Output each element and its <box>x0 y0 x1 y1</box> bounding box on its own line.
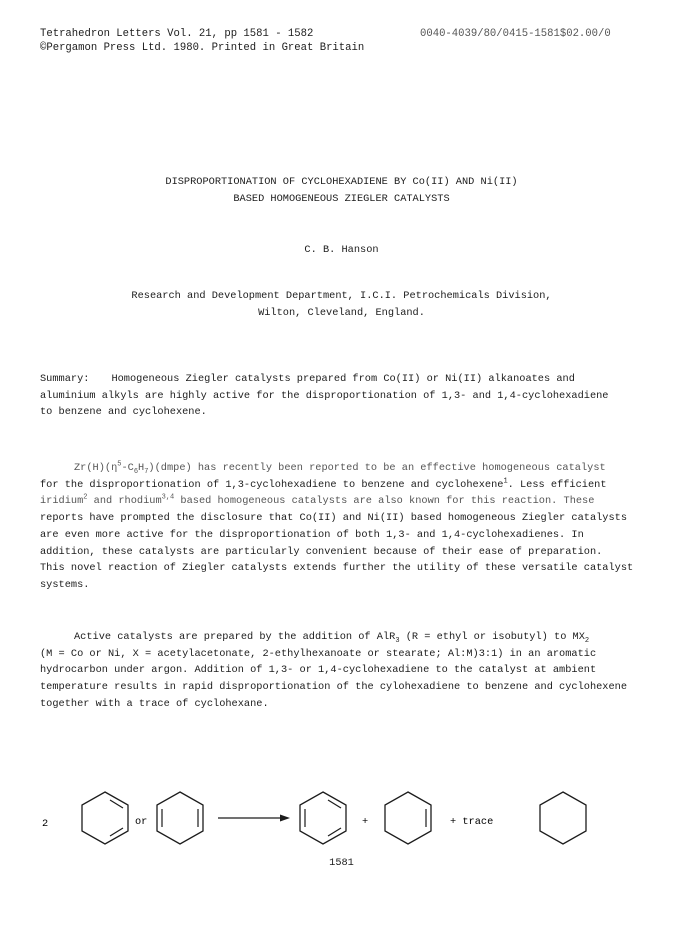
cyclohexane-structure <box>540 792 586 844</box>
summary-line-1: Homogeneous Ziegler catalysts prepared from Co(II) or Ni(II) alkanoates and <box>111 373 575 385</box>
cyclohexadiene-1-4-structure <box>157 792 203 844</box>
cyclohexadiene-1-3-structure <box>82 792 128 844</box>
author-name: C. B. Hanson <box>304 244 379 256</box>
plus-sign: + <box>362 816 369 828</box>
affiliation-line-1: Research and Development Department, I.C.I. Petrochemicals Division, <box>131 290 552 302</box>
publisher-line: ©Pergamon Press Ltd. 1980. Printed in Great Britain <box>40 42 365 54</box>
or-label: or <box>135 816 148 828</box>
reaction-arrow <box>218 815 290 822</box>
paragraph-1-line-5: are even more active for the disproportionation of both 1,3- and 1,4-cyclohexadienes. In <box>40 528 584 541</box>
paragraph-2-line-3: hydrocarbon under argon. Addition of 1,3- or 1,4-cyclohexadiene to the catalyst at ambient <box>40 664 597 677</box>
paragraph-2-line-5: together with a trace of cyclohexane. <box>40 697 269 710</box>
page-number: 1581 <box>329 857 354 869</box>
cyclohexene-structure <box>385 792 431 844</box>
paragraph-2-line-4: temperature results in rapid disproportionation of the cylohexadiene to benzene and cyclohexene <box>40 681 628 694</box>
paragraph-1-line-8: systems. <box>40 578 90 591</box>
title-line-1: DISPROPORTIONATION OF CYCLOHEXADIENE BY Co(II) AND Ni(II) <box>165 176 518 188</box>
paragraph-1-line-6: addition, these catalysts are particularly convenient because of their ease of preparation. <box>40 545 603 558</box>
paragraph-1-line-2: for the disproportionation of 1,3-cyclohexadiene to benzene and cyclohexene$^1$. Less efficient <box>40 477 607 491</box>
benzene-structure <box>300 792 346 844</box>
affiliation-line-2: Wilton, Cleveland, England. <box>258 307 425 319</box>
paragraph-1-line-3: iridium$^2$ and rhodium$^{3,4}$ based homogeneous catalysts are also known for this reaction. These <box>40 493 595 508</box>
paragraph-1 <box>40 460 646 594</box>
summary-line-2: aluminium alkyls are highly active for the disproportionation of 1,3- and 1,4-cyclohexadiene <box>40 389 609 402</box>
reaction-scheme <box>0 780 683 860</box>
summary-label: Summary: <box>40 373 90 385</box>
stoichiometric-coefficient: 2 <box>42 818 49 830</box>
journal-citation: Tetrahedron Letters Vol. 21, pp 1581 - 1582 <box>40 28 314 40</box>
paragraph-1-line-1: $Zr(H)(\eta^5-C_6H_7)(dmpe)$ has recently been reported to be an effective homogeneous catalyst <box>74 460 606 477</box>
paragraph-1-line-4: reports have prompted the disclosure that Co(II) and Ni(II) based homogeneous Ziegler catalysts <box>40 512 628 525</box>
paragraph-2 <box>40 629 646 713</box>
paragraph-2-line-1: Active catalysts are prepared by the addition of AlR$_3$ (R = ethyl or isobutyl) to $MX_2$ <box>74 631 590 646</box>
title-line-2: BASED HOMOGENEOUS ZIEGLER CATALYSTS <box>233 193 450 205</box>
summary-line-3: to benzene and cyclohexene. <box>40 406 207 419</box>
plus-trace-label: + trace <box>450 816 494 828</box>
paragraph-1-line-7: This novel reaction of Ziegler catalysts extends further the utility of these versatile catalyst <box>40 562 634 575</box>
summary-block <box>40 371 646 421</box>
paragraph-2-line-2: (M = Co or Ni, X = acetylacetonate, 2-ethylhexanoate or stearate; Al:M)3:1) in an aromatic <box>40 647 597 660</box>
article-code: 0040-4039/80/0415-1581$02.00/0 <box>420 28 611 40</box>
